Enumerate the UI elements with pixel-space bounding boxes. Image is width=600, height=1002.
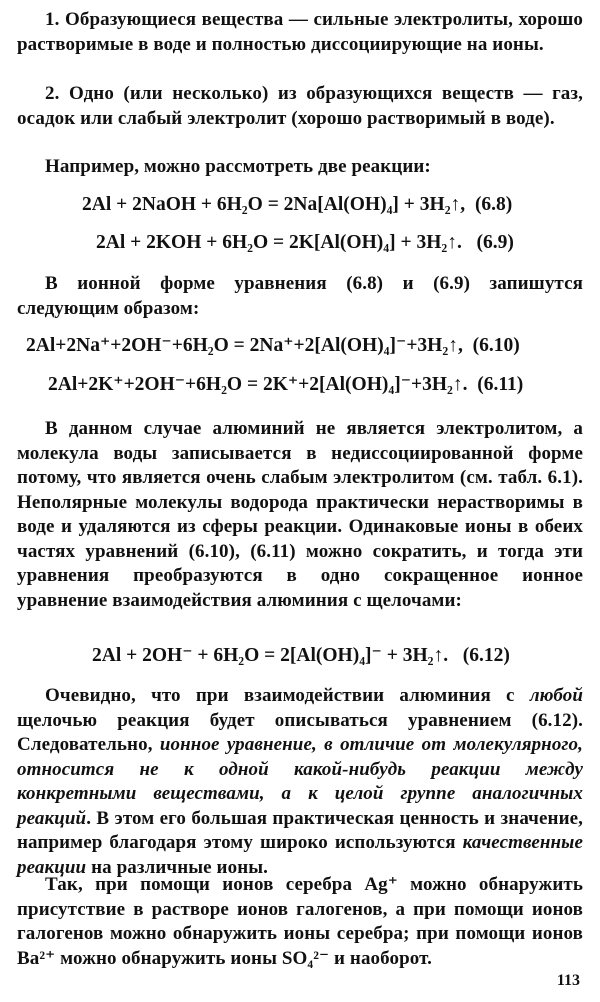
emphasis-word: любой <box>529 685 583 706</box>
equation-6-12 <box>92 643 510 669</box>
page-number: 113 <box>556 972 580 989</box>
equation-number: (6.8) <box>474 194 513 215</box>
equation-6-10 <box>26 333 520 359</box>
equation-text: 2Al + 2KOH + 6H₂O = 2K[Al(OH)₄] + 3H₂↑. <box>96 232 462 253</box>
equation-number: (6.10) <box>472 335 520 356</box>
paragraph-7: Так, при помощи ионов серебра Ag⁺ можно обнаружить присутствие в растворе ионов галогенов, а при помощи ионов галогенов можно обнаружить ионы серебра; при помощи ионов Ba²⁺ можно обнаружить ионы SO₄²⁻ и наоборот. <box>17 874 583 969</box>
equation-text: 2Al+2K⁺+2OH⁻+6H₂O = 2K⁺+2[Al(OH)₄]⁻+3H₂↑. <box>48 374 468 395</box>
paragraph-6: Очевидно, что при взаимодействии алюминия с любой щелочью реакция будет описываться уравнением (6.12). Следовательно, ионное уравнение, в отличие от молекулярного, относится не к одной какой-нибудь реакции между конкретными веществами, а к целой группе аналогичных реакций. В этом его большая практическая ценность и значение, например благодаря этому широко используются качественные реакции на различные ионы. <box>17 685 583 878</box>
paragraph-4: В ионной форме уравнения (6.8) и (6.9) запишутся следующим образом: <box>17 273 583 319</box>
equation-6-8 <box>82 192 512 218</box>
emphasis-term: качественные реакции <box>17 832 583 878</box>
equation-6-9 <box>96 230 514 256</box>
equation-number: (6.12) <box>462 645 510 666</box>
emphasis-definition: ионное уравнение, в отличие от молекулярного, относится не к одной какой-нибудь реакции между конкретными веществами, а к целой группе аналогичных реакций <box>17 734 583 829</box>
equation-text: 2Al+2Na⁺+2OH⁻+6H₂O = 2Na⁺+2[Al(OH)₄]⁻+3H₂↑, <box>26 335 463 356</box>
equation-number: (6.9) <box>476 232 514 253</box>
paragraph-5: В данном случае алюминий не является электролитом, а молекула воды записывается в недиссоциированной форме потому, что является очень слабым электролитом (см. табл. 6.1). Неполярные молекулы водорода практически нерастворимы в воде и удаляются из сферы реакции. Одинаковые ионы в обеих частях уравнений (6.10), (6.11) можно сократить, и тогда эти уравнения преобразуются в одно сокращенное ионное уравнение взаимодействия алюминия с щелочами: <box>17 418 583 611</box>
paragraph-2: 2. Одно (или несколько) из образующихся веществ — газ, осадок или слабый электролит (хорошо растворимый в воде). <box>17 83 583 129</box>
equation-text: 2Al + 2NaOH + 6H₂O = 2Na[Al(OH)₄] + 3H₂↑, <box>82 194 466 215</box>
equation-text: 2Al + 2OH⁻ + 6H₂O = 2[Al(OH)₄]⁻ + 3H₂↑. <box>92 645 449 666</box>
equation-number: (6.11) <box>477 374 524 395</box>
paragraph-3: Например, можно рассмотреть две реакции: <box>45 156 431 177</box>
equation-6-11 <box>48 372 523 398</box>
paragraph-1: 1. Образующиеся вещества — сильные электролиты, хорошо растворимые в воде и полностью диссоциирующие на ионы. <box>17 9 583 55</box>
